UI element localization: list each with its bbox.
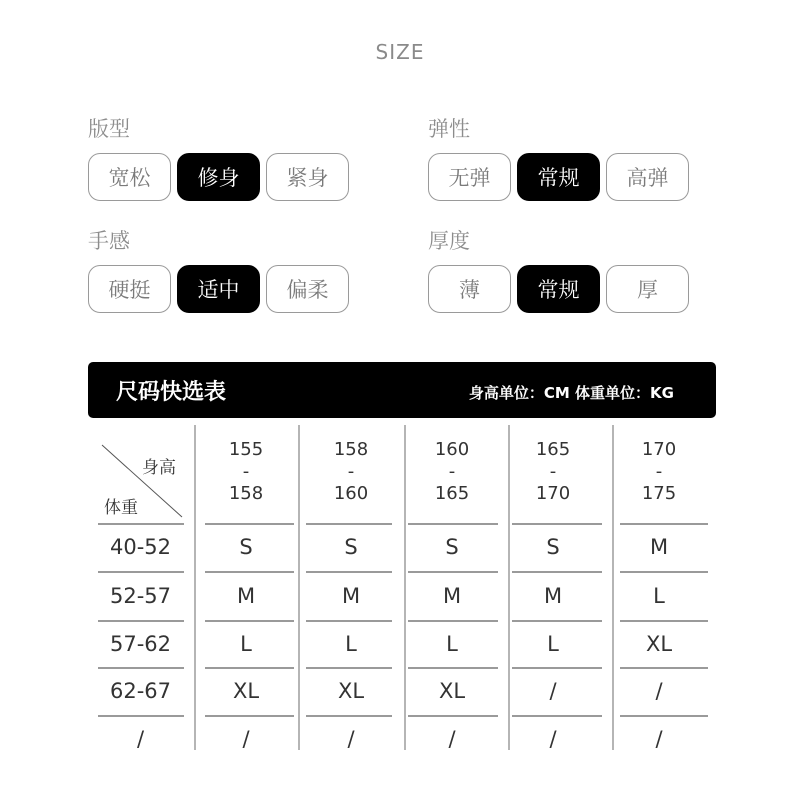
- row-divider: [408, 715, 498, 717]
- size-cell: M: [543, 584, 563, 608]
- size-cell: /: [549, 727, 557, 751]
- row-divider: [98, 667, 184, 669]
- elasticity-label: 弹性: [428, 117, 470, 141]
- height-col-1: [201, 439, 291, 505]
- row-divider: [306, 715, 392, 717]
- row-divider: [620, 715, 708, 717]
- row-divider: [512, 620, 602, 622]
- thickness-option-thin[interactable]: 薄: [428, 265, 511, 313]
- row-divider: [512, 523, 602, 525]
- size-cell: /: [655, 679, 663, 703]
- height-sep: -: [347, 461, 355, 482]
- fit-label: 版型: [88, 117, 130, 141]
- feel-option-stiff[interactable]: 硬挺: [88, 265, 171, 313]
- column-divider: [404, 425, 406, 750]
- fit-option-loose[interactable]: 宽松: [88, 153, 171, 201]
- height-col-4: [508, 439, 598, 505]
- corner-weight-label: 体重: [104, 498, 138, 518]
- row-divider: [408, 620, 498, 622]
- height-from: 158: [333, 439, 369, 460]
- row-divider: [98, 571, 184, 573]
- fit-option-slim[interactable]: 修身: [177, 153, 260, 201]
- row-divider: [620, 523, 708, 525]
- height-to: 160: [333, 483, 369, 504]
- size-cell: M: [236, 584, 256, 608]
- size-chart-units: 身高单位：CM 体重单位：KG: [468, 384, 674, 402]
- size-cell: /: [549, 679, 557, 703]
- column-divider: [194, 425, 196, 750]
- weight-label: 57-62: [109, 632, 172, 656]
- size-cell: XL: [645, 632, 673, 656]
- height-sep: -: [549, 461, 557, 482]
- size-cell: L: [653, 584, 665, 608]
- size-chart-banner: [88, 362, 716, 418]
- column-divider: [298, 425, 300, 750]
- row-divider: [408, 571, 498, 573]
- size-cell: /: [242, 727, 250, 751]
- row-divider: [408, 523, 498, 525]
- row-divider: [205, 620, 294, 622]
- size-cell: M: [341, 584, 361, 608]
- size-cell: S: [344, 535, 358, 559]
- size-cell: S: [239, 535, 253, 559]
- row-divider: [620, 620, 708, 622]
- size-cell: S: [445, 535, 459, 559]
- size-cell: /: [347, 727, 355, 751]
- row-divider: [620, 571, 708, 573]
- height-sep: -: [448, 461, 456, 482]
- size-heading: SIZE: [375, 40, 425, 62]
- feel-group: [88, 227, 355, 313]
- weight-label: /: [136, 727, 145, 751]
- height-from: 170: [641, 439, 677, 460]
- thickness-label: 厚度: [428, 229, 470, 253]
- row-divider: [620, 667, 708, 669]
- row-divider: [512, 715, 602, 717]
- height-to: 158: [228, 483, 264, 504]
- weight-label: 52-57: [109, 584, 172, 608]
- size-cell: M: [442, 584, 462, 608]
- size-cell: L: [446, 632, 458, 656]
- elasticity-option-normal[interactable]: 常规: [517, 153, 600, 201]
- row-divider: [98, 620, 184, 622]
- row-divider: [98, 715, 184, 717]
- row-divider: [306, 620, 392, 622]
- row-divider: [512, 667, 602, 669]
- weight-label: 40-52: [109, 535, 172, 559]
- height-to: 175: [641, 483, 677, 504]
- feel-option-soft[interactable]: 偏柔: [266, 265, 349, 313]
- size-cell: S: [546, 535, 560, 559]
- feel-option-medium[interactable]: 适中: [177, 265, 260, 313]
- height-to: 170: [535, 483, 571, 504]
- size-cell: L: [547, 632, 559, 656]
- fit-group: [88, 115, 355, 201]
- size-cell: XL: [337, 679, 365, 703]
- elasticity-option-none[interactable]: 无弹: [428, 153, 511, 201]
- height-from: 165: [535, 439, 571, 460]
- height-col-5: [614, 439, 704, 505]
- size-table: [98, 425, 708, 755]
- size-cell: L: [240, 632, 252, 656]
- height-sep: -: [242, 461, 250, 482]
- thickness-option-normal[interactable]: 常规: [517, 265, 600, 313]
- height-from: 160: [434, 439, 470, 460]
- elasticity-group: [428, 115, 695, 201]
- size-cell: M: [649, 535, 669, 559]
- row-divider: [306, 571, 392, 573]
- fit-option-tight[interactable]: 紧身: [266, 153, 349, 201]
- row-divider: [205, 715, 294, 717]
- row-divider: [512, 571, 602, 573]
- feel-label: 手感: [88, 229, 130, 253]
- elasticity-option-high[interactable]: 高弹: [606, 153, 689, 201]
- row-divider: [306, 523, 392, 525]
- row-divider: [205, 667, 294, 669]
- height-col-3: [407, 439, 497, 505]
- size-chart-title: 尺码快选表: [116, 380, 227, 405]
- height-sep: -: [655, 461, 663, 482]
- size-cell: /: [448, 727, 456, 751]
- height-to: 165: [434, 483, 470, 504]
- size-cell: /: [655, 727, 663, 751]
- row-divider: [306, 667, 392, 669]
- weight-label: 62-67: [109, 679, 172, 703]
- height-col-2: [306, 439, 396, 505]
- row-divider: [98, 523, 184, 525]
- row-divider: [408, 667, 498, 669]
- size-cell: XL: [232, 679, 260, 703]
- thickness-option-thick[interactable]: 厚: [606, 265, 689, 313]
- thickness-group: [428, 227, 695, 313]
- size-cell: L: [345, 632, 357, 656]
- size-cell: XL: [438, 679, 466, 703]
- row-divider: [205, 523, 294, 525]
- row-divider: [205, 571, 294, 573]
- height-from: 155: [228, 439, 264, 460]
- corner-height-label: 身高: [142, 458, 176, 478]
